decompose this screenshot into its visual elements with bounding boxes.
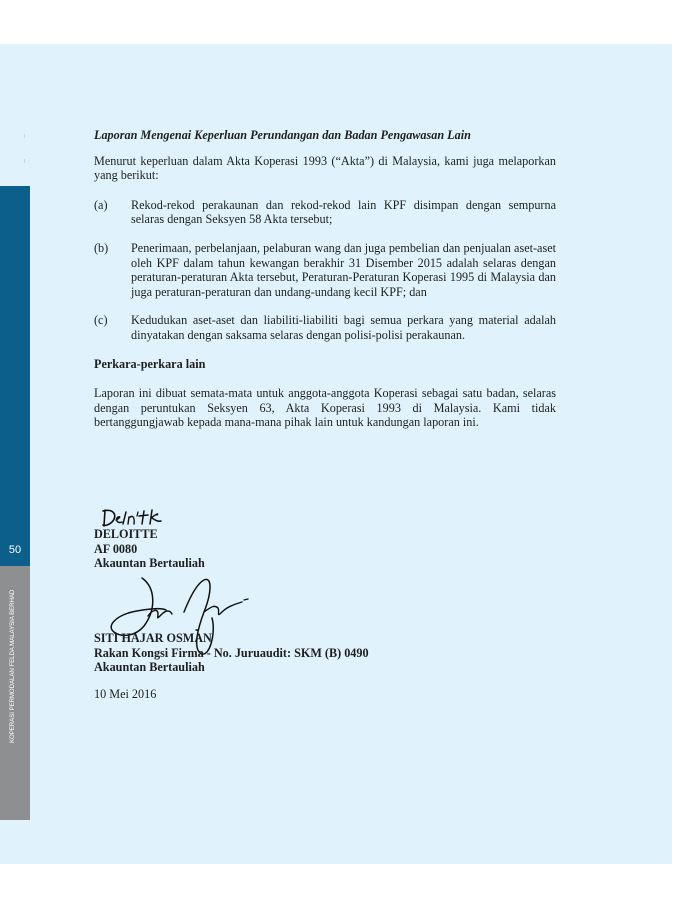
partner-role: Rakan Kongsi Firma - No. Juruaudit: SKM (B) 0490 (94, 645, 369, 660)
page-number: 50 (8, 544, 22, 556)
firm-designation: Akauntan Bertauliah (94, 556, 205, 571)
list-item-label: (a) (94, 197, 108, 212)
list-item (94, 313, 556, 342)
firm-signature-block (94, 527, 205, 571)
partner-name: SITI HAJAR OSMAN (94, 631, 212, 645)
report-body (94, 128, 556, 445)
partner-designation: Akauntan Bertauliah (94, 660, 205, 675)
section-title: Laporan Mengenai Keperluan Perundangan dan Badan Pengawasan Lain (94, 128, 471, 142)
sidebar-accent-bar (0, 186, 30, 566)
list-item (94, 241, 556, 299)
margin-mark (24, 159, 25, 163)
intro-paragraph: Menurut keperluan dalam Akta Koperasi 1993 (“Akta”) di Malaysia, kami juga melaporkan yang berikut: (94, 153, 556, 183)
report-date: 10 Mei 2016 (94, 687, 157, 701)
partner-signature-block (94, 631, 369, 675)
list-item-text: Rekod-rekod perakaunan dan rekod-rekod lain KPF disimpan dengan sempurna selaras dengan Seksyen 58 Akta tersebut; (131, 197, 556, 227)
margin-mark (24, 134, 25, 138)
list-item-label: (b) (94, 240, 109, 255)
firm-name: DELOITTE (94, 527, 158, 541)
list-item (94, 198, 556, 227)
sidebar-organization-name: KOPERASI PERMODALAN FELDA MALAYSIA BERHAD (9, 589, 16, 743)
other-matters-paragraph: Laporan ini dibuat semata-mata untuk anggota-anggota Koperasi sebagai satu badan, selaras dengan peruntukan Seksyen 63, Akta Koperasi 1993 di Malaysia. Kami tidak bertanggungjawab kepada mana-mana pihak lain untuk kandungan laporan ini. (94, 386, 556, 430)
firm-number: AF 0080 (94, 541, 138, 556)
list-item-label: (c) (94, 313, 108, 328)
list-item-text: Penerimaan, perbelanjaan, pelaburan wang dan juga pembelian dan penjualan aset-aset oleh KPF dalam tahun kewangan berakhir 31 Disember 2015 adalah selaras dengan peraturan-peraturan Akta tersebut, Peraturan-Peraturan Koperasi 1995 di Malaysia dan juga peraturan-peraturan dan undang-undang kecil KPF; dan (131, 240, 556, 299)
other-matters-title: Perkara-perkara lain (94, 356, 206, 371)
list-item-text: Kedudukan aset-aset dan liabiliti-liabiliti bagi semua perkara yang material adalah dinyatakan dengan saksama selaras dengan polisi-polisi perakaunan. (131, 313, 556, 342)
